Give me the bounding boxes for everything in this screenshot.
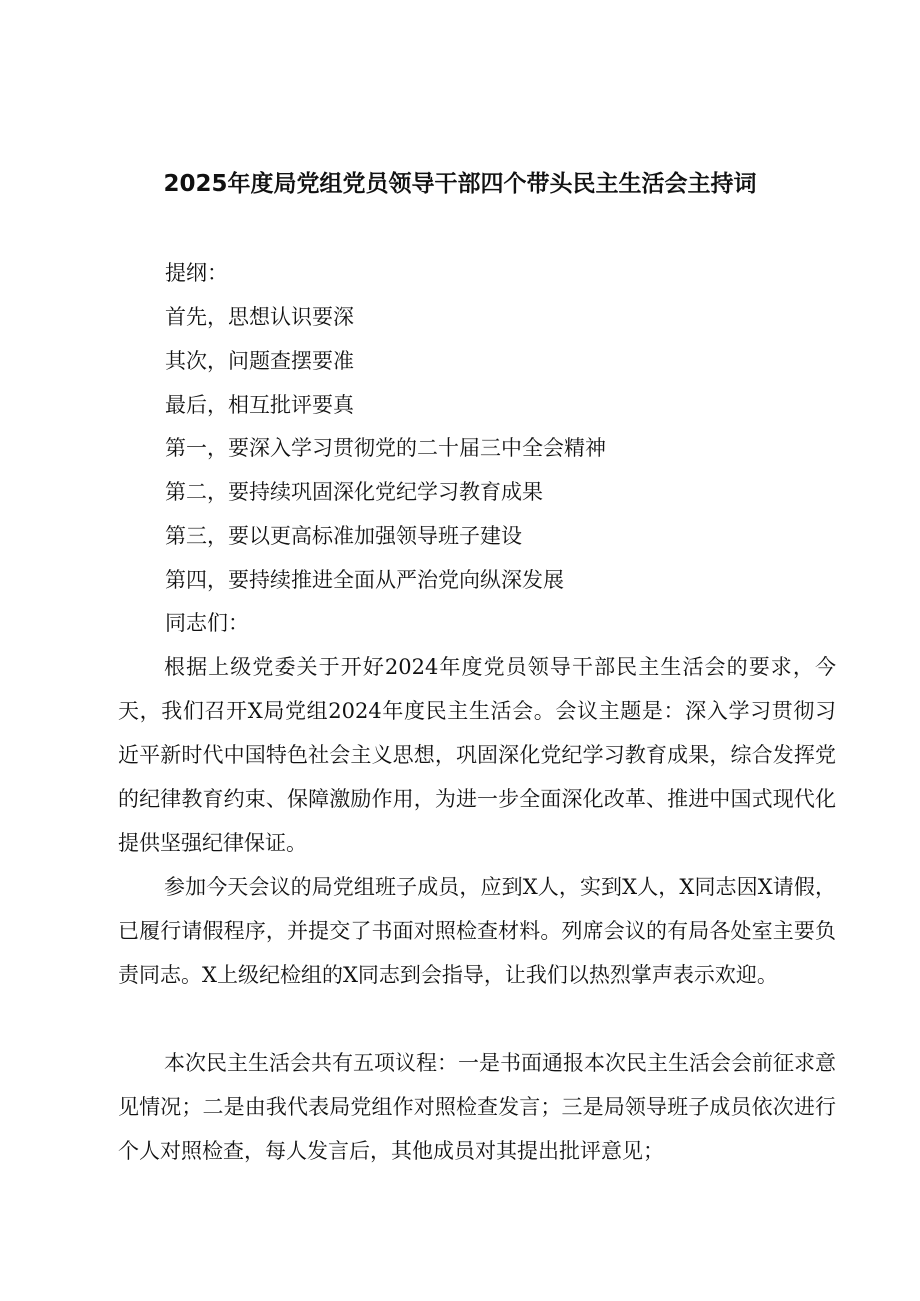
outline-label: 提纲： <box>165 261 228 285</box>
document-title: 2025年度局党组党员领导干部四个带头民主生活会主持词 <box>163 171 757 197</box>
outline-item: 第一，要深入学习贯彻党的二十届三中全会精神 <box>165 436 606 460</box>
body-paragraph: 本次民主生活会共有五项议程：一是书面通报本次民主生活会会前征求意见情况；二是由我代表局党组作对照检查发言；三是局领导班子成员依次进行个人对照检查，每人发言后，其他成员对其提出批评意见； <box>118 1051 836 1163</box>
greeting: 同志们： <box>165 611 249 635</box>
outline-item: 其次，问题查摆要准 <box>165 349 354 373</box>
body-paragraph: 参加今天会议的局党组班子成员，应到X人，实到X人，X同志因X请假，已履行请假程序，并提交了书面对照检查材料。列席会议的有局各处室主要负责同志。X上级纪检组的X同志到会指导，让我们以热烈掌声表示欢迎。 <box>118 875 836 987</box>
outline-item: 最后，相互批评要真 <box>165 393 354 417</box>
outline-item: 第二，要持续巩固深化党纪学习教育成果 <box>165 480 543 504</box>
outline-item: 第四，要持续推进全面从严治党向纵深发展 <box>165 568 564 592</box>
outline-item: 第三，要以更高标准加强领导班子建设 <box>165 524 522 548</box>
body-paragraph: 根据上级党委关于开好2024年度党员领导干部民主生活会的要求，今天，我们召开X局党组2024年度民主生活会。会议主题是：深入学习贯彻习近平新时代中国特色社会主义思想，巩固深化党纪学习教育成果，综合发挥党的纪律教育约束、保障激励作用，为进一步全面深化改革、推进中国式现代化提供坚强纪律保证。 <box>118 655 836 855</box>
outline-item: 首先，思想认识要深 <box>165 305 354 329</box>
